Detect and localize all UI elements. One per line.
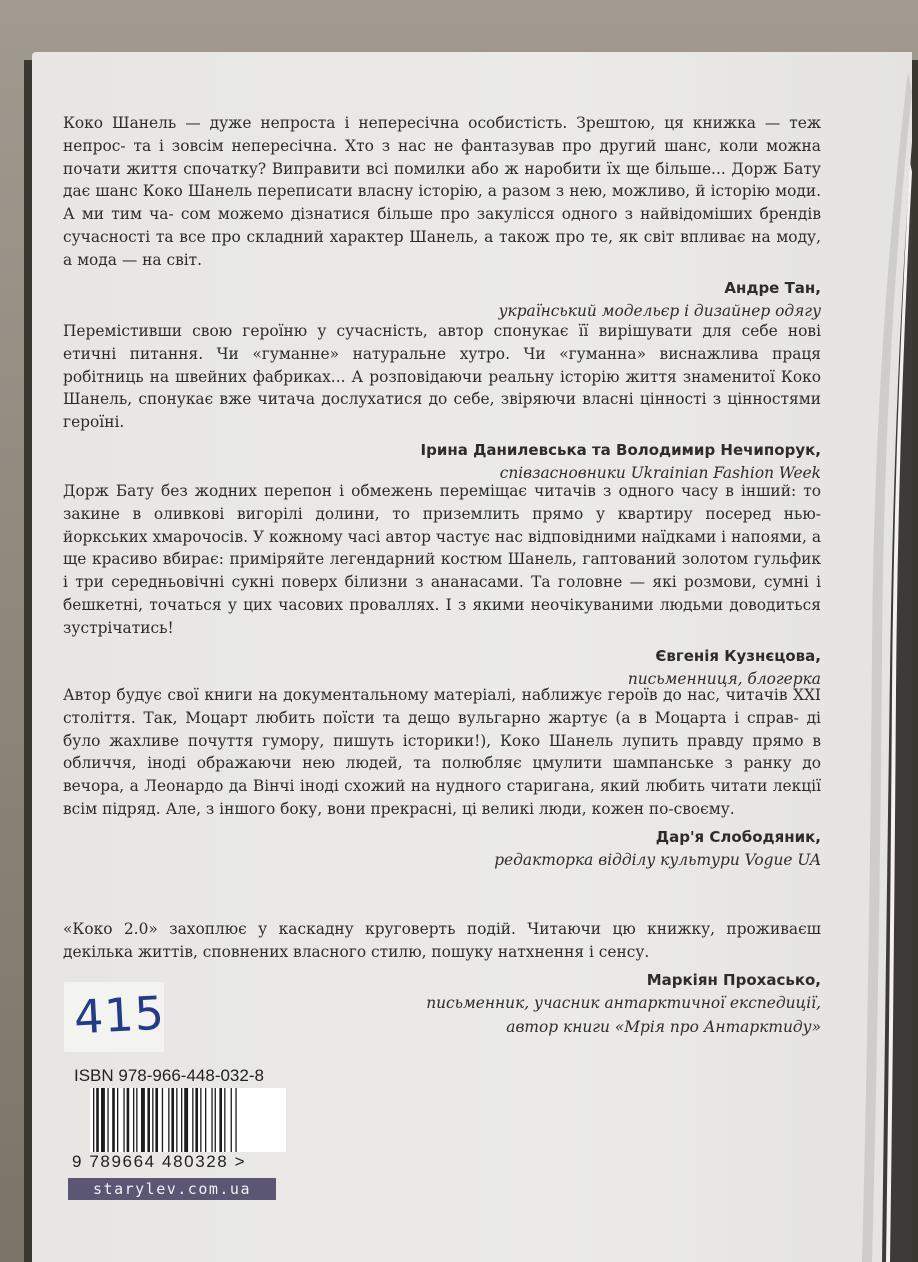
quote-author: Дар'я Слободяник, [655,827,821,846]
quote-text: Дорж Бату без жодних перепон і обмежень переміщає читачів з одного часу в інший: то закине в оливкові вигорілі долини, то приземлить прямо у квартиру посеред нью- йоркських хмарочосів. У кожному часі автор частує нас відповідними наїдками і напоями, а ще красиво вбирає: приміряйте легендарний костюм Шанель, гаптований золотом гульфик і три середньовічні сукні поверх білизни з ананасами. Та головне — які розмови, сумні і бешкетні, точаться у цих часових проваллях. І з якими неочікуваними людьми доводиться зустрічатись! [63,482,821,637]
quote-block-4 [63,684,821,872]
quote-block-2 [63,320,821,485]
barcode-digits: 9 789664 480328 > [72,1152,247,1171]
cover-decorative-stripe [842,52,912,1262]
quote-block-5 [63,918,821,1039]
quote-author: Ірина Данилевська та Володимир Нечипорук, [420,440,821,459]
quote-author-role: український модельєр і дизайнер одягу [498,301,821,320]
book-back-cover [32,52,912,1262]
quote-text: Автор будує свої книги на документальному матеріалі, наближує героїв до нас, читачів XXI століття. Так, Моцарт любить поїсти та дещо вульгарно жартує (а в Моцарта і справ- ді було жахливе почуття гумору, пишуть історики!), Коко Шанель лупить правду прямо в обличчя, іноді ображаючи нею людей, та полюбляє цмулити шампанське з ранку до вечора, а Леонардо да Вінчі іноді схожий на нудного старигана, який любить читати лекції всім підряд. Але, з іншого боку, вони прекрасні, ці великі люди, кожен по-своєму. [63,686,821,818]
library-sticker [64,982,167,1052]
quote-block-3 [63,480,821,691]
quote-text: Перемістивши свою героїню у сучасність, автор спонукає її вирішувати для себе нові етичні питання. Чи «гуманне» натуральне хутро. Чи «гуманна» виснажлива праця робітниць на швейних фабриках... А розповідаючи реальну історію життя знаменитої Коко Шанель, спонукає вже читача дослухатися до себе, звіряючи власні цінності з цінностями героїні. [63,322,821,432]
quote-author-role: співзасновники Ukrainian Fashion Week [499,463,821,482]
quote-text: Коко Шанель — дуже непроста і непересічна особистість. Зрештою, ця книжка — теж непрос- та і зовсім непересічна. Хто з нас не фантазував про другий шанс, коли можна почати життя спочатку? Виправити всі помилки або ж наробити їх ще більше... Дорж Бату дає шанс Коко Шанель переписати власну історію, а разом з нею, можливо, й історію моди. А ми тим ча- сом можемо дізнатися більше про закулісся одного з найвідоміших брендів сучасності та все про складний характер Шанель, а також про те, як світ впливає на моду, а мода — на світ. [63,114,821,269]
isbn-label: ISBN 978-966-448-032-8 [74,1066,264,1085]
quote-author: Андре Тан, [724,278,821,297]
quote-author: Євгенія Кузнєцова, [655,646,821,665]
quote-text: «Коко 2.0» захоплює у каскадну круговерть подій. Читаючи цю книжку, проживаєш декілька життів, сповнених власного стилю, пошуку натхнення і сенсу. [63,920,821,961]
quote-block-1 [63,112,821,323]
quote-author-role: письменник, учасник антарктичної експедиції, [426,993,821,1012]
publisher-website[interactable]: starylev.com.ua [68,1178,276,1200]
quote-author-role: автор книги «Мрія про Антарктиду» [506,1017,821,1036]
handwritten-number: 415 [72,985,167,1045]
quote-author-role: редакторка відділу культури Vogue UA [494,850,821,869]
quote-author: Маркіян Прохасько, [646,970,821,989]
quote-author-role: письменниця, блогерка [627,669,821,688]
barcode [90,1088,286,1152]
